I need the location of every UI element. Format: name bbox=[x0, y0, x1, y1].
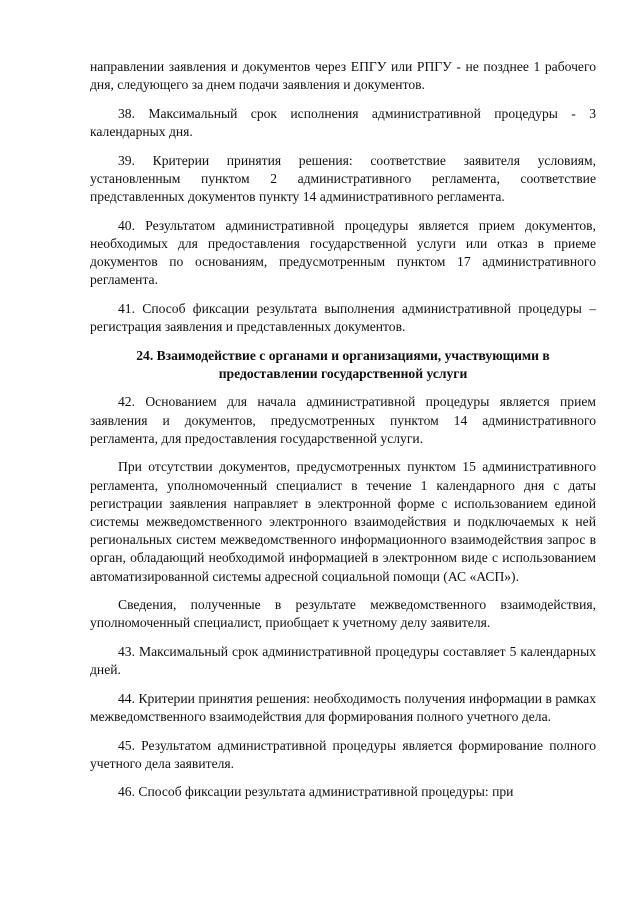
paragraph-interagency-info: Сведения, полученные в результате межведомственного взаимодействия, уполномоченный специалист, приобщает к учетному делу заявителя. bbox=[90, 597, 596, 631]
paragraph-38: 38. Максимальный срок исполнения административной процедуры - 3 календарных дня. bbox=[90, 105, 596, 139]
paragraph-46: 46. Способ фиксации результата административной процедуры: при bbox=[118, 784, 514, 800]
paragraph-39: 39. Критерии принятия решения: соответствие заявителя условиям, установленным пунктом 2 административного регламента, соответствие представленных документов пункту 14 административного регламента. bbox=[90, 152, 596, 204]
document-page bbox=[90, 58, 596, 812]
paragraph-44: 44. Критерии принятия решения: необходимость получения информации в рамках межведомственного взаимодействия для формирования полного учетного дела. bbox=[90, 690, 596, 724]
paragraph-41: 41. Способ фиксации результата выполнения административной процедуры – регистрация заявления и представленных документов. bbox=[90, 300, 596, 334]
paragraph-40: 40. Результатом административной процедуры является прием документов, необходимых для предоставления государственной услуги или отказ в приеме документов по основаниям, предусмотренным пунктом 17 административного регламента. bbox=[90, 217, 596, 288]
paragraph-42: 42. Основанием для начала административной процедуры является прием заявления и документов, предусмотренных пунктом 14 административного регламента, для предоставления государственной услуги. bbox=[90, 394, 596, 446]
paragraph-missing-documents: При отсутствии документов, предусмотренных пунктом 15 административного регламента, уполномоченный специалист в течение 1 календарного дня с даты регистрации заявления направляет в электронной форме с использованием единой системы межведомственного электронного взаимодействия и подключаемых к ней региональных систем межведомственного информационного взаимодействия запрос в орган, обладающий необходимой информацией в электронном виде с использованием автоматизированной системы адресной социальной помощи (АС «АСП»). bbox=[90, 459, 596, 584]
paragraph-continuation: направлении заявления и документов через ЕПГУ или РПГУ - не позднее 1 рабочего дня, следующего за днем подачи заявления и документов. bbox=[90, 59, 596, 93]
paragraph-45: 45. Результатом административной процедуры является формирование полного учетного дела заявителя. bbox=[90, 737, 596, 771]
section-heading: 24. Взаимодействие с органами и организациями, участвующими в предоставлении государственной услуги bbox=[136, 347, 550, 381]
paragraph-43: 43. Максимальный срок административной процедуры составляет 5 календарных дней. bbox=[90, 644, 596, 678]
